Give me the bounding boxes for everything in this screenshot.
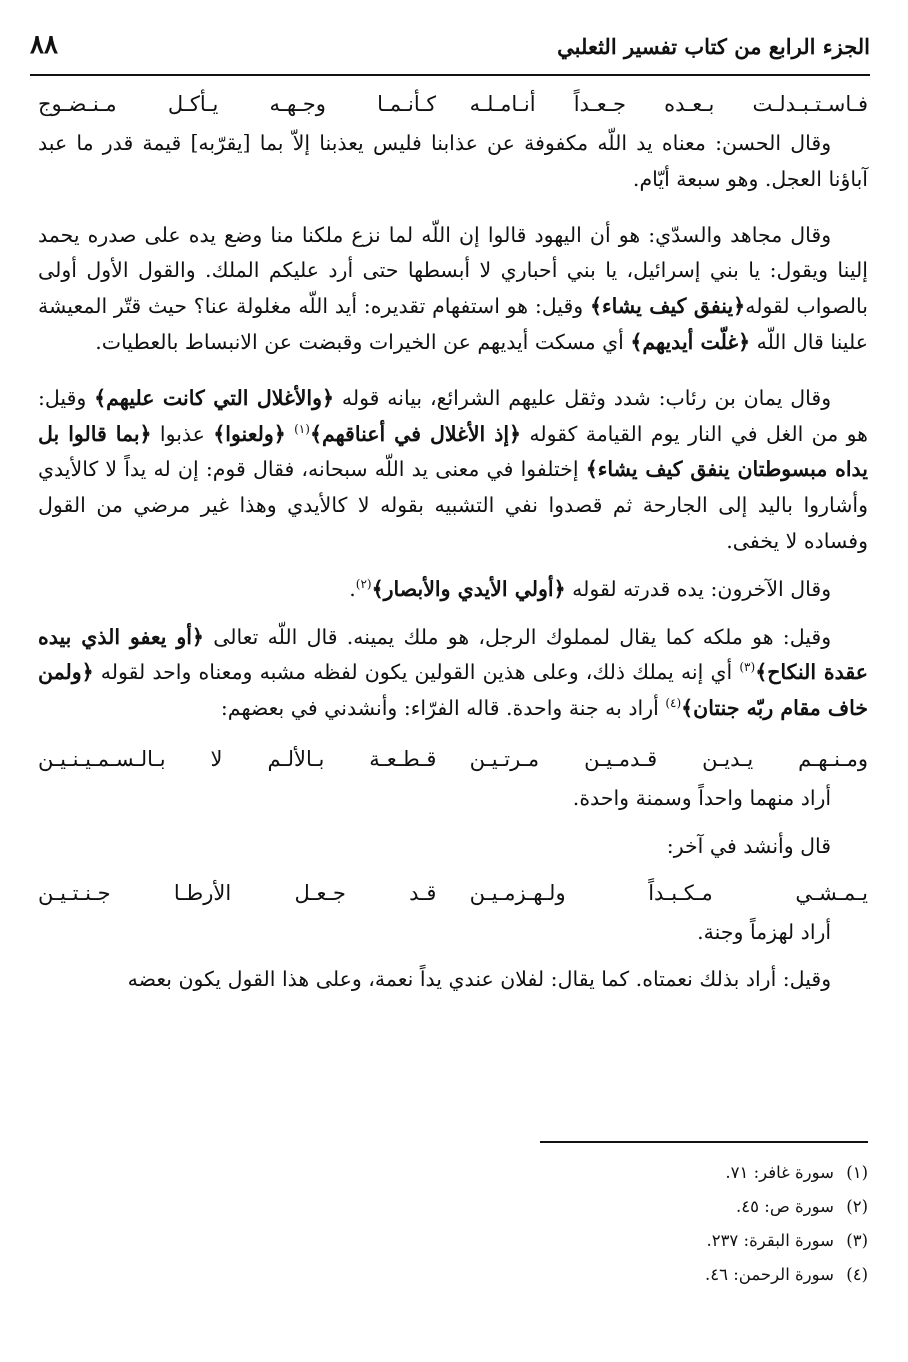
paragraph: وقال الحسن: معناه يد اللّه مكفوفة عن عذابنا فليس يعذبنا إلاّ بما [يقرّبه] قيمة قدر ما عبد آباؤنا العجل. وهو سبعة أيّام.	[38, 131, 868, 191]
footnote-divider	[540, 1141, 868, 1143]
poetry-verse	[38, 84, 868, 126]
paragraph: وقال يمان بن رئاب: شدد وثقل عليهم الشرائع، بيانه قوله ﴿والأغلال التي كانت عليهم﴾ وقيل: هو من الغل في النار يوم القيامة كقوله ﴿إذ الأغلال في أعناقهم﴾$^{(١)}$ ﴿ولعنوا﴾ عذبوا ﴿بما قالوا بل يداه مبسوطتان ينفق كيف يشاء﴾ إختلفوا في معنى يد اللّه سبحانه، فقال قوم: إن له يداً لا كالأيدي وأشاروا باليد إلى الجارحة ثم قصدوا نفي التشبيه بقوله لا كالأيدي وهذا غير مرضي من القول وفساده لا يخفى.	[38, 385, 868, 553]
footnote-text: سورة ص: ٤٥.	[736, 1197, 834, 1216]
footnote-number: (٢)	[846, 1197, 868, 1216]
quran-quote: ﴿أو يعفو الذي بيده عقدة النكاح﴾	[38, 624, 868, 685]
paragraph: وقيل: أراد بذلك نعمتاه. كما يقال: لفلان عندي يداً نعمة، وعلى هذا القول يكون بعضه	[127, 967, 832, 992]
footnote	[40, 1258, 868, 1292]
paragraph: وقال الآخرون: يده قدرته لقوله ﴿أولي الأيدي والأبصار﴾$^{(٢)}$.	[349, 576, 832, 601]
quran-quote: ﴿أولي الأيدي والأبصار﴾	[371, 576, 566, 601]
footnote-text: سورة البقرة: ٢٣٧.	[706, 1231, 834, 1250]
quran-quote: ﴿والأغلال التي كانت عليهم﴾	[94, 385, 335, 410]
paragraph: وقال مجاهد والسدّي: هو أن اليهود قالوا إن اللّه لما نزع ملكنا منا وضع يده على صدره يحمد إلينا ويقول: يا بني إسرائيل، يا بني أحباري لا أبسطها حتى أرد عليكم الملك. والقول الأول أولى بالصواب لقوله﴿ينفق كيف يشاء﴾ وقيل: هو استفهام تقديره: أيد اللّه مغلولة عنا؟ حيث قتّر المعيشة علينا قال اللّه ﴿غلّت أيديهم﴾ أي مسكت أيديهم عن الخيرات وقبضت عن الانبساط بالعطيات.	[38, 222, 868, 354]
footnote-ref: (٤)	[665, 696, 682, 711]
footnote-number: (٤)	[846, 1265, 868, 1284]
verse-second-hemistich: قـطـعـة بـالألـم لا بـالـسـمـيـنـيـن	[38, 746, 437, 771]
footnote-number: (١)	[846, 1163, 868, 1182]
quran-quote: ﴿غلّت أيديهم﴾	[630, 329, 751, 354]
paragraph: أراد لهزماً وجنة.	[697, 919, 832, 944]
footnote	[40, 1190, 868, 1224]
footnote-text: سورة غافر: ٧١.	[725, 1163, 834, 1182]
poetry-verse	[38, 873, 868, 915]
quran-quote: ﴿ينفق كيف يشاء﴾	[589, 294, 746, 319]
page-header	[30, 30, 870, 76]
running-title: الجزء الرابع من كتاب تفسير الثعلبي	[557, 34, 870, 59]
footnotes	[40, 1156, 868, 1292]
verse-first-hemistich: ومـنـهـم يـديـن قـدمـيـن مـرتـيـن	[469, 746, 868, 771]
quran-quote: ﴿إذ الأغلال في أعناقهم﴾	[309, 421, 522, 446]
paragraph: قال وأنشد في آخر:	[666, 833, 832, 858]
main-text	[38, 84, 868, 998]
paragraph: وقيل: هو ملكه كما يقال لمملوك الرجل، هو ملك يمينه. قال اللّه تعالى ﴿أو يعفو الذي بيده عقدة النكاح﴾$^{(٣)}$ أي إنه يملك ذلك، وعلى هذين القولين يكون لفظه مشبه ومعناه واحد لقوله ﴿ولمن خاف مقام ربّه جنتان﴾$^{(٤)}$ أراد به جنة واحدة. قاله الفرّاء: وأنشدني في بعضهم:	[38, 624, 868, 721]
verse-second-hemistich: قـد جـعـل الأرطـا جـنـتـيـن	[38, 880, 437, 905]
footnote-ref: (٢)	[355, 576, 372, 591]
page-number: ٨٨	[30, 30, 58, 60]
quran-quote: ﴿ولعنوا﴾	[213, 421, 286, 446]
paragraph: أراد منهما واحداً وسمنة واحدة.	[572, 785, 832, 810]
footnote-ref: (٣)	[739, 660, 756, 675]
quran-quote: ﴿بما قالوا بل يداه مبسوطتان ينفق كيف يشاء﴾	[38, 421, 868, 482]
footnote-text: سورة الرحمن: ٤٦.	[704, 1265, 834, 1284]
verse-second-hemistich: كـأنـمـا وجـهـه يـأكـل مـنـضـوج	[38, 92, 437, 116]
footnote-number: (٣)	[846, 1231, 868, 1250]
footnote	[40, 1224, 868, 1258]
quran-quote: ﴿ولمن خاف مقام ربّه جنتان﴾	[38, 660, 868, 721]
verse-first-hemistich: فـاسـتـبـدلـت بـعـده جـعـداً أنـامـلـه	[469, 92, 868, 116]
footnote	[40, 1156, 868, 1190]
poetry-verse	[38, 739, 868, 781]
footnote-ref: (١)	[294, 421, 310, 436]
verse-first-hemistich: يـمـشـي مـكـبـداً ولـهـزمـيـن	[469, 880, 868, 905]
